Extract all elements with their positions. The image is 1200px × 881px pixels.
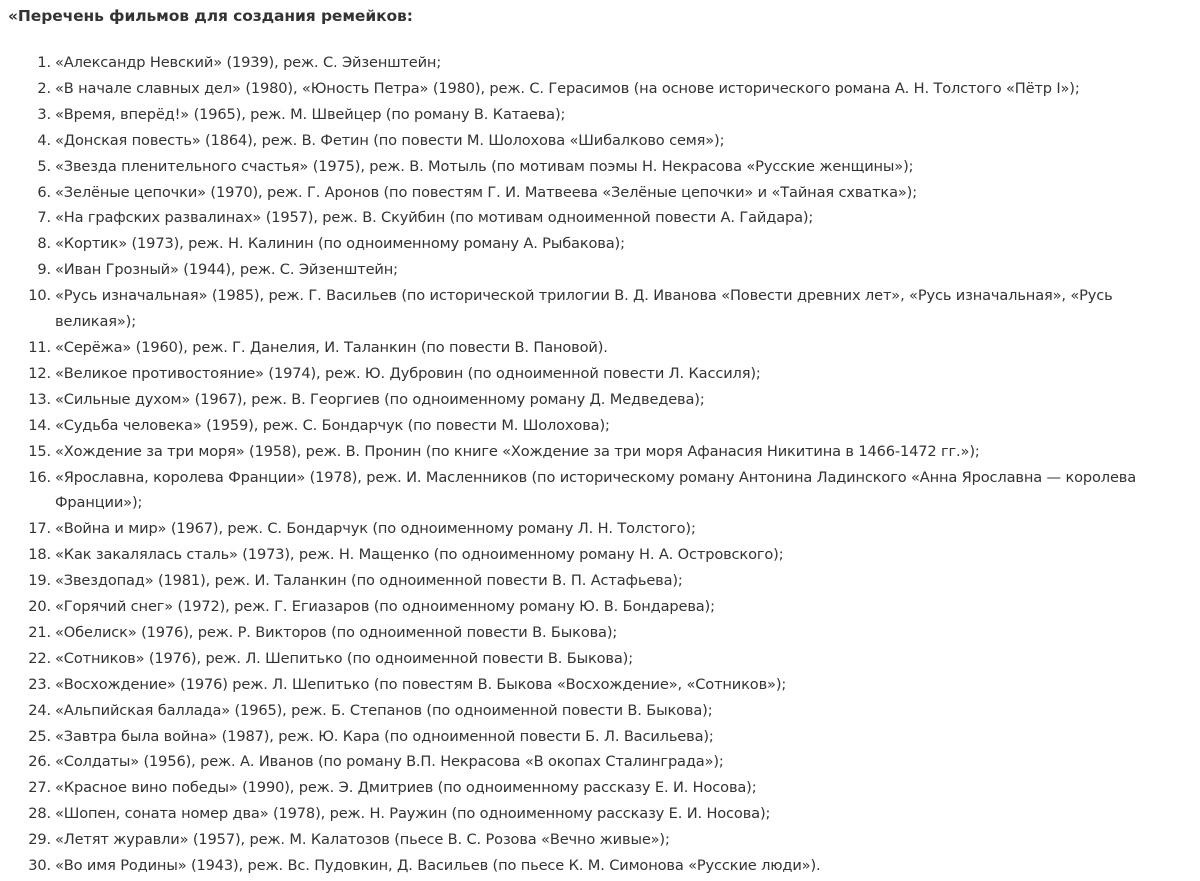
film-list-item xyxy=(8,465,1197,517)
film-description: «Как закалялась сталь» (1973), реж. Н. Мащенко (по одноименному роману Н. А. Островского); xyxy=(55,546,784,564)
film-list-item xyxy=(8,50,1197,76)
film-number: 28. xyxy=(28,805,51,823)
film-number: 6. xyxy=(37,183,51,201)
film-number: 11. xyxy=(28,338,51,356)
film-description: «Обелиск» (1976), реж. Р. Викторов (по одноименной повести В. Быкова); xyxy=(55,623,618,641)
film-list-item xyxy=(8,620,1197,646)
film-list-item xyxy=(8,257,1197,283)
film-description: «Донская повесть» (1864), реж. В. Фетин (по повести М. Шолохова «Шибалково семя»); xyxy=(55,131,725,149)
film-list-item xyxy=(8,439,1197,465)
film-description: «Шопен, соната номер два» (1978), реж. Н. Раужин (по одноименному рассказу Е. И. Носова); xyxy=(55,805,771,823)
film-list xyxy=(8,50,1200,879)
film-description: «Звезда пленительного счастья» (1975), реж. В. Мотыль (по мотивам поэмы Н. Некрасова «Русские женщины»); xyxy=(55,157,914,175)
film-description: «Завтра была война» (1987), реж. Ю. Кара (по одноименной повести Б. Л. Васильева); xyxy=(55,727,714,745)
film-number: 30. xyxy=(28,857,51,875)
film-list-item xyxy=(8,76,1197,102)
film-list-item xyxy=(8,775,1197,801)
film-list-item xyxy=(8,516,1197,542)
film-number: 19. xyxy=(28,572,51,590)
film-description: «Во имя Родины» (1943), реж. Вс. Пудовкин, Д. Васильев (по пьесе К. М. Симонова «Русские люди»). xyxy=(55,857,821,875)
film-number: 17. xyxy=(28,520,51,538)
list-heading: «Перечень фильмов для создания ремейков: xyxy=(8,7,413,25)
film-list-item xyxy=(8,801,1197,827)
film-list-item xyxy=(8,698,1197,724)
film-list-item xyxy=(8,231,1197,257)
film-number: 10. xyxy=(28,287,51,305)
film-number: 26. xyxy=(28,753,51,771)
film-list-item xyxy=(8,205,1197,231)
film-list-item xyxy=(8,853,1197,879)
film-number: 4. xyxy=(37,131,51,149)
film-list-item xyxy=(8,542,1197,568)
film-number: 29. xyxy=(28,831,51,849)
film-number: 12. xyxy=(28,364,51,382)
film-description: «Хождение за три моря» (1958), реж. В. Пронин (по книге «Хождение за три моря Афанасия Никитина в 1466-1472 гг.»); xyxy=(55,442,980,460)
film-description: «Великое противостояние» (1974), реж. Ю. Дубровин (по одноименной повести Л. Кассиля); xyxy=(55,364,761,382)
film-description: «Александр Невский» (1939), реж. С. Эйзенштейн; xyxy=(55,54,442,71)
film-list-item xyxy=(8,283,1197,335)
film-number: 2. xyxy=(37,79,51,97)
film-list-item xyxy=(8,672,1197,698)
film-description: «Серёжа» (1960), реж. Г. Данелия, И. Таланкин (по повести В. Пановой). xyxy=(55,338,608,356)
film-description: «Горячий снег» (1972), реж. Г. Егиазаров (по одноименному роману Ю. В. Бондарева); xyxy=(55,598,715,616)
film-description: «Красное вино победы» (1990), реж. Э. Дмитриев (по одноименному рассказу Е. И. Носова); xyxy=(55,779,757,797)
film-list-item xyxy=(8,646,1197,672)
film-list-item xyxy=(8,102,1197,128)
film-list-item xyxy=(8,154,1197,180)
film-number: 15. xyxy=(28,442,51,460)
film-description: «Иван Грозный» (1944), реж. С. Эйзенштейн; xyxy=(55,261,398,279)
film-description: «Ярославна, королева Франции» (1978), реж. И. Масленников (по историческому роману Антонина Ладинского «Анна Ярославна — королева Франции»); xyxy=(55,468,1137,512)
film-number: 16. xyxy=(28,468,51,486)
film-number: 9. xyxy=(37,261,51,279)
film-description: «Время, вперёд!» (1965), реж. М. Швейцер (по роману В. Катаева); xyxy=(55,105,566,123)
film-description: «Восхождение» (1976) реж. Л. Шепитько (по повестям В. Быкова «Восхождение», «Сотников»); xyxy=(55,675,787,693)
film-number: 13. xyxy=(28,390,51,408)
film-number: 21. xyxy=(28,623,51,641)
film-description: «Альпийская баллада» (1965), реж. Б. Степанов (по одноименной повести В. Быкова); xyxy=(55,701,713,719)
film-list-item xyxy=(8,749,1197,775)
film-list-item xyxy=(8,361,1197,387)
film-description: «Звездопад» (1981), реж. И. Таланкин (по одноименной повести В. П. Астафьева); xyxy=(55,572,683,590)
film-description: «Кортик» (1973), реж. Н. Калинин (по одноименному роману А. Рыбакова); xyxy=(55,235,625,253)
film-list-item xyxy=(8,827,1197,853)
film-description: «В начале славных дел» (1980), «Юность Петра» (1980), реж. С. Герасимов (на основе исторического романа А. Н. Толстого «Пётр I»); xyxy=(55,79,1080,97)
film-description: «Русь изначальная» (1985), реж. Г. Васильев (по исторической трилогии В. Д. Иванова «Повести древних лет», «Русь изначальная», «Русь великая»); xyxy=(55,287,1113,331)
film-number: 7. xyxy=(37,209,51,227)
film-number: 23. xyxy=(28,675,51,693)
film-number: 25. xyxy=(28,727,51,745)
film-list-item xyxy=(8,724,1197,750)
film-number: 18. xyxy=(28,546,51,564)
film-number: 14. xyxy=(28,416,51,434)
film-number: 8. xyxy=(37,235,51,253)
film-number: 22. xyxy=(28,649,51,667)
film-list-item xyxy=(8,180,1197,206)
film-list-item xyxy=(8,387,1197,413)
film-description: «Сотников» (1976), реж. Л. Шепитько (по одноименной повести В. Быкова); xyxy=(55,649,633,667)
film-number: 27. xyxy=(28,779,51,797)
film-list-item xyxy=(8,594,1197,620)
film-description: «Летят журавли» (1957), реж. М. Калатозов (пьесе В. С. Розова «Вечно живые»); xyxy=(55,831,670,849)
film-description: «Зелёные цепочки» (1970), реж. Г. Аронов (по повестям Г. И. Матвеева «Зелёные цепочки» и «Тайная схватка»); xyxy=(55,183,917,201)
film-number: 20. xyxy=(28,598,51,616)
film-number: 3. xyxy=(37,105,51,123)
film-description: «Сильные духом» (1967), реж. В. Георгиев (по одноименному роману Д. Медведева); xyxy=(55,390,705,408)
film-description: «Судьба человека» (1959), реж. С. Бондарчук (по повести М. Шолохова); xyxy=(55,416,610,434)
film-number: 5. xyxy=(37,157,51,175)
film-description: «На графских развалинах» (1957), реж. В. Скуйбин (по мотивам одноименной повести А. Гайдара); xyxy=(55,209,814,227)
film-number: 24. xyxy=(28,701,51,719)
film-number: 1. xyxy=(37,54,51,71)
film-list-item xyxy=(8,128,1197,154)
film-list-item xyxy=(8,413,1197,439)
film-list-item xyxy=(8,335,1197,361)
film-description: «Солдаты» (1956), реж. А. Иванов (по роману В.П. Некрасова «В окопах Сталинграда»); xyxy=(55,753,724,771)
film-list-item xyxy=(8,568,1197,594)
film-description: «Война и мир» (1967), реж. С. Бондарчук (по одноименному роману Л. Н. Толстого); xyxy=(55,520,696,538)
